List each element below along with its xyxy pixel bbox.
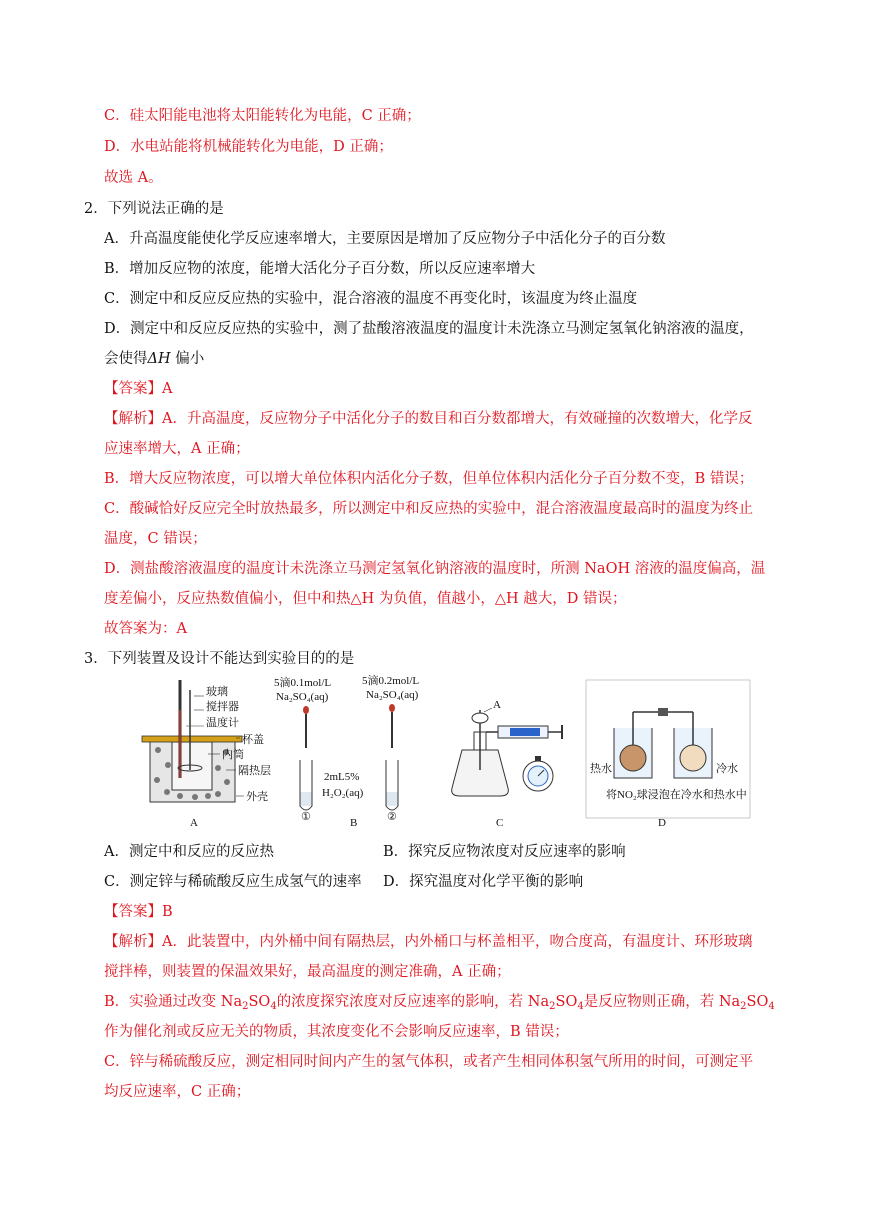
conclusion-line: 故选 A。 <box>104 170 163 186</box>
b-dropper1-label-top: 5滴0.1mol/L <box>274 677 332 689</box>
label-outer-shell: 外壳 <box>246 791 268 803</box>
q3-option-d: D．探究温度对化学平衡的影响 <box>383 874 584 890</box>
q2-explanation-7: 度差偏小，反应热数值偏小，但中和热△H 为负值，值越小，△H 越大，D 错误； <box>104 591 627 607</box>
q2-explanation-1: 【解析】A．升高温度，反应物分子中活化分子的数目和百分数都增大，有效碰撞的次数增大，化学反 <box>104 411 753 427</box>
caption-c: C <box>496 817 504 829</box>
b-tube2-number: ② <box>387 811 397 823</box>
label-stirrer: 搅拌器 <box>206 701 239 713</box>
q3-explanation-3: B．实验通过改变 $Na_2SO_4$的浓度探究浓度对反应速率的影响，若 $Na_2SO_4$是反应物则正确，若 $Na_2SO_4$ <box>104 994 775 1012</box>
q2-d-prefix: 会使得 <box>104 351 148 367</box>
b-tube1-number: ① <box>301 811 311 823</box>
q2-d-suffix: 偏小 <box>170 351 205 367</box>
delta-h-symbol: ΔH <box>147 351 171 367</box>
b-solution-label-bottom: H₂O₂(aq) <box>322 787 364 799</box>
explanation-line-d: D．水电站能将机械能转化为电能，D 正确； <box>104 139 393 155</box>
q3-explanation-6: 均反应速率，C 正确； <box>104 1084 251 1100</box>
b-dropper2-label-top: 5滴0.2mol/L <box>362 675 420 687</box>
caption-d: D <box>658 817 666 829</box>
b-solution-label-top: 2mL5% <box>324 771 360 783</box>
q3-explanation-5: C．锌与稀硫酸反应，测定相同时间内产生的氢气体积，或者产生相同体积氢气所用的时间，可测定平 <box>104 1054 754 1070</box>
q2-explanation-3: B．增大反应物浓度，可以增大单位体积内活化分子数，但单位体积内活化分子百分数不变，B 错误； <box>104 471 754 487</box>
d-hot-water: 热水 <box>590 763 612 775</box>
apparatus-d <box>586 680 750 829</box>
q3-option-b: B．探究反应物浓度对反应速率的影响 <box>383 844 626 860</box>
q2-option-d-line1: D．测定中和反应反应热的实验中，测了盐酸溶液温度的温度计未洗涤立马测定氢氧化钠溶液的温度， <box>104 321 754 337</box>
q3-explanation-2: 搅拌棒，则装置的保温效果好，最高温度的测定准确，A 正确； <box>104 964 511 980</box>
q3-explanation-4: 作为催化剂或反应无关的物质，其浓度变化不会影响反应速率，B 错误； <box>104 1024 569 1040</box>
q3-exp3-part-e: 是反应物则正确，若 Na <box>583 994 741 1010</box>
q2-option-a: A．升高温度能使化学反应速率增大，主要原因是增加了反应物分子中活化分子的百分数 <box>104 231 666 247</box>
q2-option-c: C．测定中和反应反应热的实验中，混合溶液的温度不再变化时，该温度为终止温度 <box>104 291 638 307</box>
q3-exp3-part-f: SO <box>746 994 769 1010</box>
q2-option-b: B．增加反应物的浓度，能增大活化分子百分数，所以反应速率增大 <box>104 261 536 277</box>
question-3-title: 3．下列装置及设计不能达到实验目的的是 <box>84 651 355 667</box>
d-cold-water: 冷水 <box>716 763 738 775</box>
q2-explanation-5: 温度，C 错误； <box>104 531 207 547</box>
q2-explanation-6: D．测盐酸溶液温度的温度计未洗涤立马测定氢氧化钠溶液的温度时，所测 NaOH 溶液的温度偏高，温 <box>104 561 766 577</box>
q3-exp3-part-d: SO <box>555 994 578 1010</box>
q3-option-a: A．测定中和反应的反应热 <box>104 844 274 860</box>
question-2-title: 2．下列说法正确的是 <box>84 201 224 217</box>
explanation-line-c: C．硅太阳能电池将太阳能转化为电能，C 正确； <box>104 108 421 124</box>
label-thermometer: 温度计 <box>206 717 239 729</box>
q2-option-d-line2 <box>104 349 204 369</box>
apparatus-figure <box>140 670 760 835</box>
label-glass: 玻璃 <box>206 686 228 698</box>
label-lid: 杯盖 <box>242 734 264 746</box>
q3-option-c: C．测定锌与稀硫酸反应生成氢气的速率 <box>104 874 362 890</box>
q3-exp3-part-c: 的浓度探究浓度对反应速率的影响，若 Na <box>276 994 550 1010</box>
label-inner-cylinder: 内筒 <box>222 749 244 761</box>
caption-b: B <box>350 817 358 829</box>
apparatus-c <box>452 699 562 829</box>
q3-exp3-part-a: B．实验通过改变 Na <box>104 994 243 1010</box>
q3-exp3-part-b: SO <box>248 994 271 1010</box>
q2-conclusion: 故答案为：A <box>104 621 187 637</box>
caption-a: A <box>190 817 198 829</box>
q2-explanation-2: 应速率增大，A 正确； <box>104 441 250 457</box>
d-note: 将NO₂球浸泡在冷水和热水中 <box>606 789 747 801</box>
b-dropper1-label-bottom: Na₂SO₄(aq) <box>276 691 329 703</box>
b-dropper2-label-bottom: Na₂SO₄(aq) <box>366 689 419 701</box>
q2-explanation-4: C．酸碱恰好反应完全时放热最多，所以测定中和反应热的实验中，混合溶液温度最高时的温度为终止 <box>104 501 754 517</box>
q3-answer: 【答案】B <box>104 904 173 920</box>
q3-explanation-1: 【解析】A．此装置中，内外桶中间有隔热层，内外桶口与杯盖相平，吻合度高，有温度计、环形玻璃 <box>104 934 753 950</box>
label-insulation: 隔热层 <box>238 765 271 777</box>
apparatus-a <box>142 680 271 829</box>
apparatus-b <box>274 674 419 829</box>
q2-answer: 【答案】A <box>104 381 173 397</box>
c-label-a: A <box>493 699 501 711</box>
